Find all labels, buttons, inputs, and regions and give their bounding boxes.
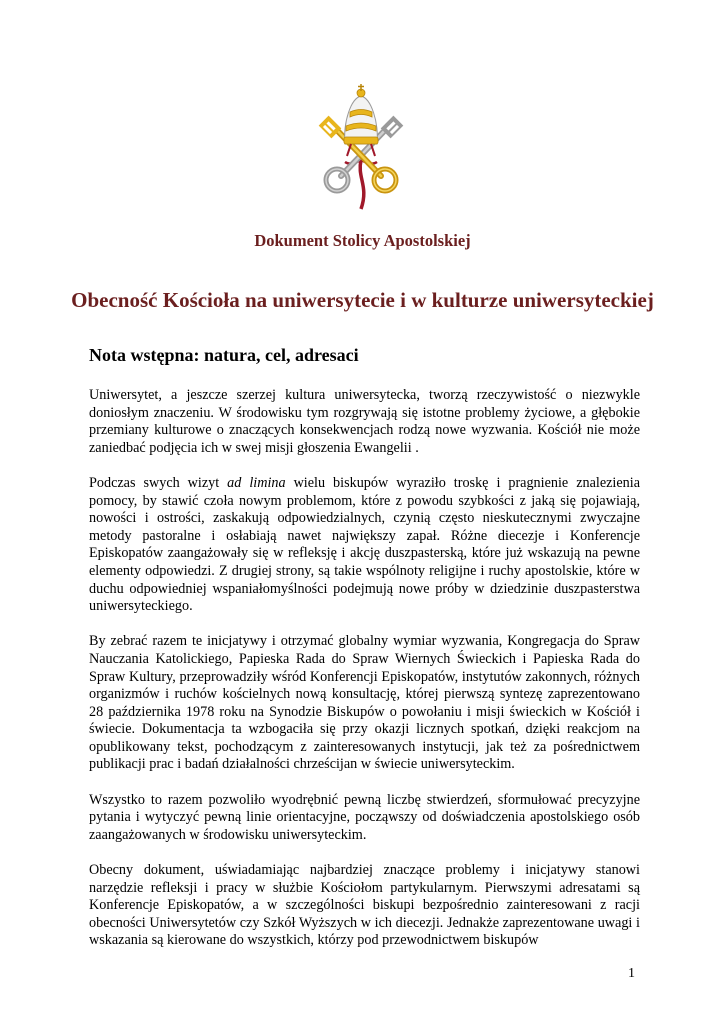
paragraph-2-start: Podczas swych wizyt bbox=[89, 474, 228, 491]
document-subtitle: Dokument Stolicy Apostolskiej bbox=[254, 231, 471, 250]
paragraph-4: Wszystko to razem pozwoliło wyodrębnić pewną liczbę stwierdzeń, sformułować precyzyjne pytania i wytyczyć pewną linie orientacyjne, począwszy od doświadczenia apostolskiego osób zaangażowanych w środowisku uniwersyteckim. bbox=[89, 791, 640, 843]
paragraph-2 bbox=[89, 475, 640, 616]
paragraph-2-rest: wielu biskupów wyraziło troskę i pragnienie znalezienia pomocy, by stawić czoła nowym problemom, które z powodu szybkości z jaką się pojawiają, nowości i ostrości, zaskakują odpowiedzialnych, czynią często nieskutecznymi zwyczajne metody pastoralne i osłabiają nawet największy zapał. Różne diecezje i Konferencje Episkopatów zaangażowały się w refleksję i akcję duszpasterską, które już wskazują na pewne elementy odpowiedzi. Z drugiej strony, są takie wspólnoty religijne i ruchy apostolskie, które w duchu odpowiedniej wspaniałomyślności podejmują nowe próby w dziedzinie duszpasterstwa uniwersyteckiego. bbox=[89, 474, 640, 615]
page-number: 1 bbox=[628, 966, 635, 981]
document-title: Obecność Kościoła na uniwersytecie i w kulturze uniwersyteckiej bbox=[71, 288, 654, 312]
paragraph-1: Uniwersytet, a jeszcze szerzej kultura uniwersytecka, tworzą rzeczywistość o niezwykle doniosłym znaczeniu. W środowisku tym rozgrywają się istotne problemy życiowe, a głębokie przemiany kulturowe o znaczących konsekwencjach rodzą nowe wyzwania. Kościół nie może zaniedbać podjęcia ich w swej misji głoszenia Ewangelii . bbox=[89, 387, 640, 456]
papal-emblem-icon bbox=[311, 82, 411, 210]
paragraph-3: By zebrać razem te inicjatywy i otrzymać globalny wymiar wyzwania, Kongregacja do Spraw Nauczania Katolickiego, Papieska Rada do Spraw Wiernych Świeckich i Papieska Rada do Spraw Kultury, przeprowadziły wśród Konferencji Episkopatów, instytutów zakonnych, różnych organizmów i ruchów kościelnych nową konsultację, której pierwszą syntezę zaprezentowano 28 października 1978 roku na Synodzie Biskupów o powołaniu i misji świeckich w Kościół i świecie. Dokumentacja ta wzbogaciła się przy okazji licznych spotkań, dzięki reakcjom na opublikowany tekst, pochodzącym z zainteresowanych instytucji, jak też za pośrednictwem publikacji prac i badań działalności chrześcijan w świecie uniwersyteckim. bbox=[89, 633, 640, 773]
document-body bbox=[89, 387, 640, 968]
section-heading: Nota wstępna: natura, cel, adresaci bbox=[89, 345, 359, 365]
paragraph-5: Obecny dokument, uświadamiając najbardziej znaczące problemy i inicjatywy stanowi narzędzie refleksji i pracy w służbie Kościołom partykularnym. Pierwszymi adresatami są Konferencje Episkopatów, a w szczególności biskupi bezpośrednio zainteresowani z racji obecności Uniwersytetów czy Szkół Wyższych w ich diecezji. Jednakże zaprezentowane uwagi i wskazania są kierowane do wszystkich, którzy pod przewodnictwem biskupów bbox=[89, 862, 640, 949]
paragraph-2-italic: ad limina bbox=[227, 474, 286, 491]
